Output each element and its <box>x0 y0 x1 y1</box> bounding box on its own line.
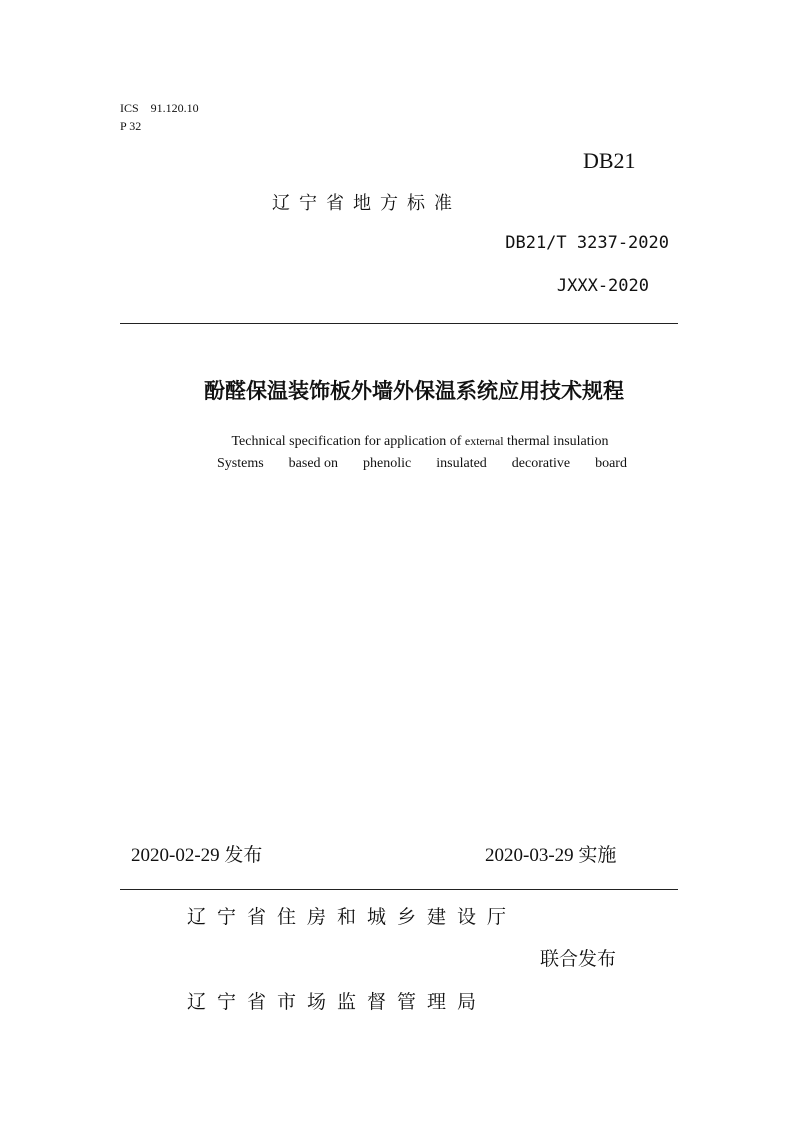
local-standard-label: 辽宁省地方标准 <box>272 193 461 214</box>
issuer-housing-department: 辽宁省住房和城乡建设厅 <box>187 906 518 928</box>
english-title-word: phenolic <box>363 456 412 471</box>
chinese-title: 酚醛保温装饰板外墙外保温系统应用技术规程 <box>204 379 624 403</box>
english-title-word: insulated <box>436 456 487 471</box>
ics-code: ICS 91.120.10 <box>120 101 199 115</box>
standard-number: DB21/T 3237-2020 <box>505 233 669 253</box>
english-title-part-a: Technical specification for application of <box>231 434 462 449</box>
english-title-word: decorative <box>511 456 571 471</box>
bottom-divider <box>120 889 678 890</box>
implementation-date: 2020-03-29 实施 <box>485 845 617 866</box>
english-title-word: Systems <box>217 456 264 471</box>
issue-date: 2020-02-29 发布 <box>131 845 263 866</box>
english-title-word: board <box>595 456 627 471</box>
english-title-line-2 <box>217 456 627 472</box>
english-title-word: based on <box>288 456 339 471</box>
english-title-line-1 <box>0 434 800 450</box>
issuer-market-regulation: 辽宁省市场监督管理局 <box>187 991 488 1013</box>
db-code: DB21 <box>583 148 636 173</box>
english-title-part-b: external <box>464 434 504 448</box>
alt-standard-number: JXXX-2020 <box>556 276 649 296</box>
top-divider <box>120 323 678 324</box>
joint-release-label: 联合发布 <box>540 948 617 970</box>
classification-code: P 32 <box>120 119 142 133</box>
english-title-part-c: thermal insulation <box>507 434 609 449</box>
